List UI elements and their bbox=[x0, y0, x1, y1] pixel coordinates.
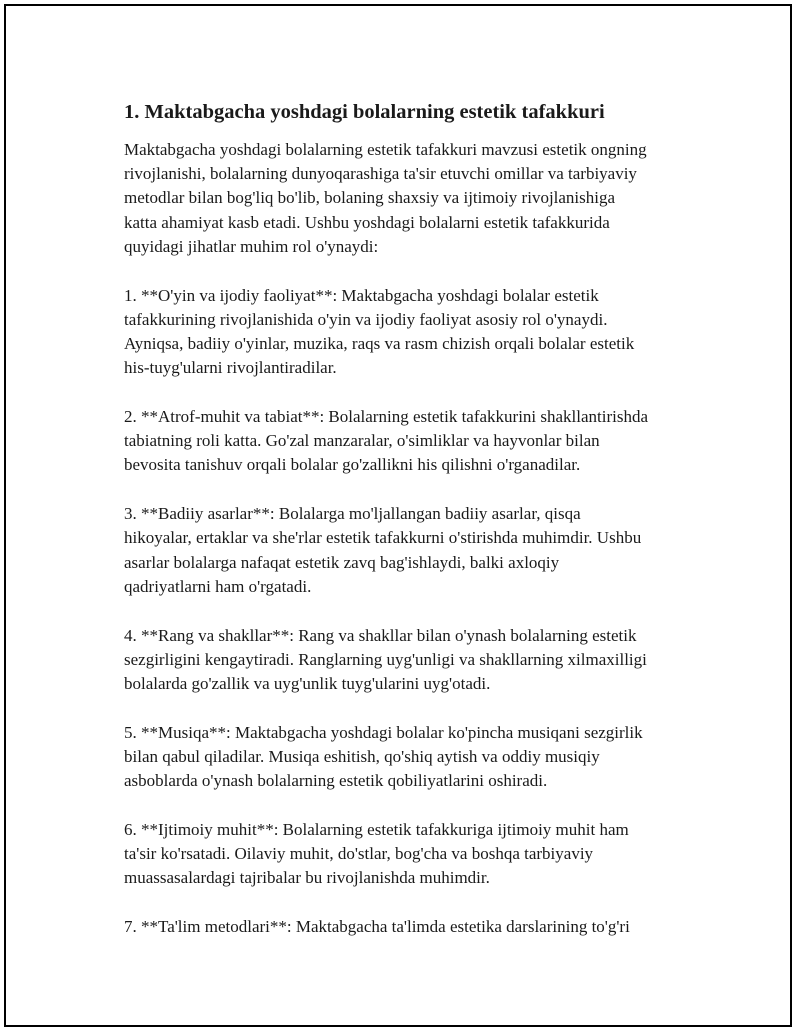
list-item-ijtimoiy-muhit: 6. **Ijtimoiy muhit**: Bolalarning estetik tafakkuriga ijtimoiy muhit ham ta'sir ko'rsatadi. Oilaviy muhit, do'stlar, bog'cha va boshqa tarbiyaviy muassasalardagi tajribalar bu rivojlanishda muhimdir. bbox=[124, 820, 629, 888]
page-frame bbox=[4, 4, 792, 1027]
intro-paragraph: Maktabgacha yoshdagi bolalarning estetik tafakkuri mavzusi estetik ongning rivojlanishi, bolalarning dunyoqarashiga ta'sir etuvchi omillar va tarbiyaviy metodlar bilan bog'liq bo'lib, bolaning shaxsiy va ijtimoiy rivojlanishiga katta ahamiyat kasb etadi. Ushbu yoshdagi bolalarni estetik tafakkurida quyidagi jihatlar muhim rol o'ynaydi: bbox=[124, 140, 647, 256]
list-item-oyin: 1. **O'yin va ijodiy faoliyat**: Maktabgacha yoshdagi bolalar estetik tafakkurining rivojlanishida o'yin va ijodiy faoliyat asosiy rol o'ynaydi. Ayniqsa, badiiy o'yinlar, muzika, raqs va rasm chizish orqali bolalar estetik his-tuyg'ularni rivojlantiradilar. bbox=[124, 285, 635, 378]
list-item-badiiy-asarlar: 3. **Badiiy asarlar**: Bolalarga mo'ljallangan badiiy asarlar, qisqa hikoyalar, ertaklar va she'rlar estetik tafakkurni o'stirishda muhimdir. Ushbu asarlar bolalarga nafaqat estetik zavq bag'ishlaydi, balki axloqiy qadriyatlarni ham o'rgatadi. bbox=[124, 504, 642, 596]
list-item-atrof-muhit: 2. **Atrof-muhit va tabiat**: Bolalarning estetik tafakkurini shakllantirishda tabiatning roli katta. Go'zal manzaralar, o'simliklar va hayvonlar bilan bevosita tanishuv orqali bolalar go'zallikni his qilishni o'rganadilar. bbox=[124, 407, 649, 475]
document-body bbox=[124, 98, 704, 964]
list-item-rang-shakllar: 4. **Rang va shakllar**: Rang va shakllar bilan o'ynash bolalarning estetik sezgirligini kengaytiradi. Ranglarning uyg'unligi va shakllarning xilmaxilligi bolalarda go'zallik va uyg'unlik tuyg'ularini uyg'otadi. bbox=[124, 625, 647, 694]
list-item-musiqa: 5. **Musiqa**: Maktabgacha yoshdagi bolalar ko'pincha musiqani sezgirlik bilan qabul qiladilar. Musiqa eshitish, qo'shiq aytish va oddiy musiqiy asboblarda o'ynash bolalarning estetik qobiliyatlarini oshiradi. bbox=[124, 722, 643, 791]
section-heading: 1. Maktabgacha yoshdagi bolalarning estetik tafakkuri bbox=[124, 101, 605, 123]
list-item-talim-metodlari: 7. **Ta'lim metodlari**: Maktabgacha ta'limda estetika darslarining to'g'ri bbox=[124, 917, 630, 937]
